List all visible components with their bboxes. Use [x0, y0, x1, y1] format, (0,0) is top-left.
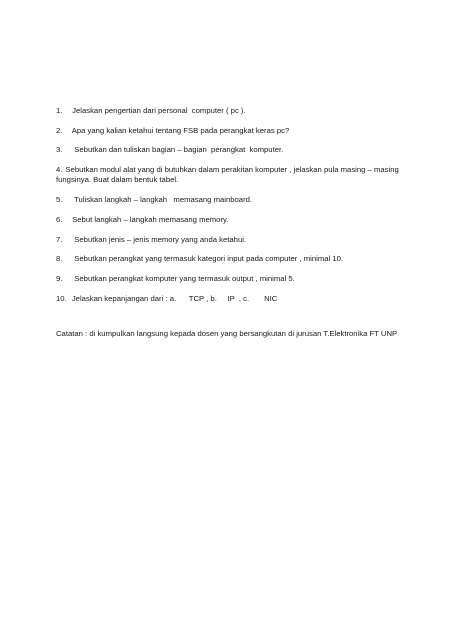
question-item — [56, 274, 422, 284]
question-number: 9. — [56, 273, 63, 283]
question-text: Sebutkan dan tuliskan bagian – bagian perangkat komputer. — [70, 145, 284, 155]
question-item — [56, 254, 422, 264]
question-item — [56, 106, 422, 116]
question-item — [56, 145, 422, 155]
question-number: 6. — [56, 214, 63, 224]
question-text: Jelaskan pengertian dari personal computer ( pc ). — [70, 106, 246, 115]
question-text: Sebutkan modul alat yang di butuhkan dalam perakitan komputer , jelaskan pula masing – masing fungsinya. Buat dalam bentuk tabel. — [56, 165, 401, 184]
question-number: 7. — [56, 234, 63, 244]
question-item — [56, 195, 422, 205]
note-text: Catatan : di kumpulkan langsung kepada dosen yang bersangkutan di jurusan T.Elektronika FT UNP — [56, 329, 398, 339]
question-item — [56, 235, 422, 245]
question-text: Sebutkan perangkat yang termasuk kategori input pada computer , minimal 10. — [70, 254, 344, 264]
question-number: 1. — [56, 106, 63, 115]
question-text: Apa yang kalian ketahui tentang FSB pada perangkat keras pc? — [70, 125, 290, 135]
question-number: 5. — [56, 195, 63, 205]
question-item — [56, 126, 422, 136]
question-item — [56, 165, 422, 185]
question-number: 4. — [56, 165, 63, 175]
question-list — [56, 106, 422, 339]
question-item — [56, 215, 422, 225]
question-text: Sebut langkah – langkah memasang memory. — [70, 214, 229, 224]
question-number: 2. — [56, 125, 63, 135]
question-number: 10. — [56, 293, 67, 303]
question-text: Jelaskan kepanjangan dari : a. TCP , b. IP , c. NIC — [69, 293, 278, 303]
question-text: Tuliskan langkah – langkah memasang mainboard. — [70, 195, 253, 205]
question-text: Sebutkan jenis – jenis memory yang anda ketahui. — [70, 234, 247, 244]
question-number: 8. — [56, 254, 63, 264]
question-number: 3. — [56, 145, 63, 155]
question-item — [56, 294, 422, 304]
question-text: Sebutkan perangkat komputer yang termasuk output , minimal 5. — [70, 273, 295, 283]
